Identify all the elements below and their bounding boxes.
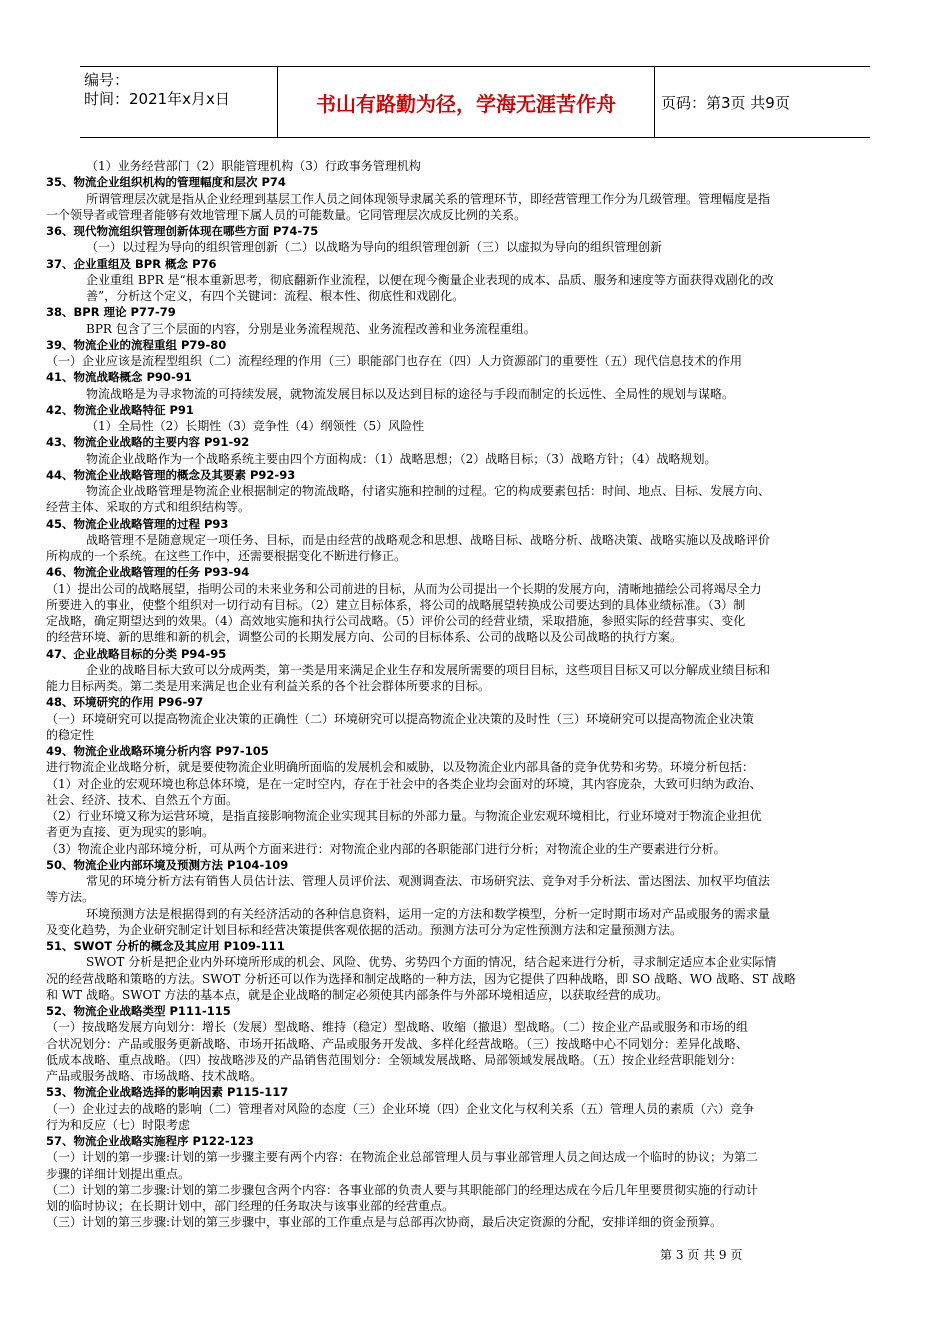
body-line: 合状况划分：产品或服务更新战略、市场开拓战略、产品或服务开发战、多样化经营战略。（三）按战略中心不同划分：差异化战略、 xyxy=(46,1036,749,1051)
body-line: 的稳定性 xyxy=(46,727,95,742)
body-line: 物流企业战略作为一个战略系统主要由四个方面构成：（1）战略思想；（2）战略目标；（3）战略方针；（4）战略规划。 xyxy=(86,451,717,466)
section-heading: 44、物流企业战略管理的概念及其要素 P92-93 xyxy=(46,467,296,482)
section-heading: 42、物流企业战略特征 P91 xyxy=(46,402,194,417)
body-line: 战略管理不是随意规定一项任务、目标，而是由经营的战略观念和思想、战略目标、战略分析、战略决策、战略实施以及战略评价 xyxy=(86,532,771,547)
section-heading: 53、物流企业战略选择的影响因素 P115-117 xyxy=(46,1085,289,1100)
body-line: 物流企业战略管理是物流企业根据制定的物流战略，付诸实施和控制的过程。它的构成要素包括：时间、地点、目标、发展方向、 xyxy=(86,484,771,498)
body-line: 经营主体、采取的方式和组织结构等。 xyxy=(46,500,251,515)
body-line: 所要进入的事业，使整个组织对一切行动有目标。（2）建立目标体系，将公司的战略展望转换成公司要达到的具体业绩标准。（3）制 xyxy=(46,597,746,612)
body-line: （一）企业应该是流程型组织（二）流程经理的作用（三）职能部门也存在（四）人力资源部门的重要性（五）现代信息技术的作用 xyxy=(46,354,743,368)
section-heading: 35、物流企业组织机构的管理幅度和层次 P74 xyxy=(46,175,286,190)
body-line: （一）计划的第一步骤:计划的第一步骤主要有两个内容：在物流企业总部管理人员与事业部管理人员之间达成一个临时的协议；为第二 xyxy=(46,1150,759,1165)
body-line: （三）计划的第三步骤:计划的第三步骤中，事业部的工作重点是与总部再次协商，最后决定资源的分配，安排详细的资金预算。 xyxy=(46,1215,723,1230)
section-heading: 51、SWOT 分析的概念及其应用 P109-111 xyxy=(46,939,285,953)
body-line: 企业重组 BPR 是“根本重新思考，彻底翻新作业流程，以便在现今衡量企业表现的成本、品质、服务和速度等方面获得戏剧化的改 xyxy=(86,272,774,287)
page-header xyxy=(80,66,870,138)
body-line: （3）物流企业内部环境分析，可从两个方面来进行：对物流企业内部的各职能部门进行分析；对物流企业的生产要素进行分析。 xyxy=(46,841,726,856)
section-heading: 49、物流企业战略环境分析内容 P97-105 xyxy=(46,744,269,758)
body-line: （2）行业环境又称为运营环境，是指直接影响物流企业实现其目标的外部力量。与物流企业宏观环境相比，行业环境对于物流企业担优 xyxy=(46,809,762,823)
section-heading: 46、物流企业战略管理的任务 P93-94 xyxy=(46,565,250,580)
document-body xyxy=(46,158,908,1231)
body-line: （1）提出公司的战略展望，指明公司的未来业务和公司前进的目标，从而为公司提出一个长期的发展方向，清晰地描绘公司将竭尽全力 xyxy=(46,581,762,596)
body-line: 所谓管理层次就是指从企业经理到基层工作人员之间体现领导隶属关系的管理环节，即经营管理工作分为几级管理。管理幅度是指 xyxy=(86,191,771,206)
body-line: 环境预测方法是根据得到的有关经济活动的各种信息资料，运用一定的方法和数学模型，分析一定时期市场对产品或服务的需求量 xyxy=(86,906,771,921)
body-line: 物流战略是为寻求物流的可持续发展，就物流发展目标以及达到目标的途径与手段而制定的长远性、全局性的规划与谋略。 xyxy=(86,386,735,401)
body-line: SWOT 分析是把企业内外环境所形成的机会、风险、优势、劣势四个方面的情况，结合起来进行分析，寻求制定适应本企业实际情 xyxy=(86,955,777,970)
body-line: 善”，分析这个定义，有四个关键词：流程、根本性、彻底性和戏剧化。 xyxy=(86,289,465,303)
body-line: （一）环境研究可以提高物流企业决策的正确性（二）环境研究可以提高物流企业决策的及时性（三）环境研究可以提高物流企业决策 xyxy=(46,711,755,726)
body-line: 定战略，确定期望达到的效果。（4）高效地实施和执行公司战略。（5）评价公司的经营业绩，采取措施，参照实际的经营事实、变化 xyxy=(46,614,746,628)
body-line: （1）全局性（2）长期性（3）竞争性（4）纲领性（5）风险性 xyxy=(86,419,425,433)
body-line: （1）业务经营部门（2）职能管理机构（3）行政事务管理机构 xyxy=(86,159,421,173)
body-line: 企业的战略目标大致可以分成两类，第一类是用来满足企业生存和发展所需要的项目目标，这些项目目标又可以分解成业绩目标和 xyxy=(86,662,771,677)
page-footer: 第 3 页 共 9 页 xyxy=(660,1248,743,1262)
body-line: 产品或服务战略、市场战略、技术战略。 xyxy=(46,1069,263,1083)
body-line: （一）企业过去的战略的影响（二）管理者对风险的态度（三）企业环境（四）企业文化与权利关系（五）管理人员的素质（六）竞争 xyxy=(46,1101,755,1116)
body-line: 一个领导者或管理者能够有效地管理下属人员的可能数量。它同管理层次成反比例的关系。 xyxy=(46,207,527,222)
body-line: 低成本战略、重点战略。（四）按战略涉及的产品销售范围划分：全领域发展战略、局部领域发展战略。（五）按企业经营职能划分： xyxy=(46,1052,743,1067)
section-heading: 39、物流企业的流程重组 P79-80 xyxy=(46,337,227,352)
section-heading: 43、物流企业战略的主要内容 P91-92 xyxy=(46,435,250,450)
code-label: 编号： xyxy=(84,71,130,89)
body-line: 者更为直接、更为现实的影响。 xyxy=(46,825,215,840)
body-line: 的经营环境、新的思维和新的机会，调整公司的长期发展方向、公司的目标体系、公司的战略以及公司战略的执行方案。 xyxy=(46,630,683,645)
time-label: 时间：2021年x月x日 xyxy=(84,90,230,108)
body-line: （一）以过程为导向的组织管理创新（二）以战略为导向的组织管理创新（三）以虚拟为导向的组织管理创新 xyxy=(86,240,663,255)
body-line: 所构成的一个系统。在这些工作中，还需要根据变化不断进行修正。 xyxy=(46,549,407,563)
body-line: BPR 包含了三个层面的内容，分别是业务流程规范、业务流程改善和业务流程重组。 xyxy=(86,321,536,336)
header-page-label: 页码：第3页 共9页 xyxy=(661,93,790,112)
section-heading: 38、BPR 理论 P77-79 xyxy=(46,305,176,320)
section-heading: 36、现代物流组织管理创新体现在哪些方面 P74-75 xyxy=(46,224,319,238)
section-heading: 50、物流企业内部环境及预测方法 P104-109 xyxy=(46,857,289,872)
section-heading: 41、物流战略概念 P90-91 xyxy=(46,370,192,385)
body-line: （二）计划的第二步骤:计划的第二步骤包含两个内容：各事业部的负责人要与其职能部门的经理达成在今后几年里要贯彻实施的行动计 xyxy=(46,1182,759,1197)
body-line: 进行物流企业战略分析，就是要使物流企业明确所面临的发展机会和威胁，以及物流企业内部具备的竞争优势和劣势。环境分析包括： xyxy=(46,760,755,775)
body-line: 常见的环境分析方法有销售人员估计法、管理人员评价法、观测调查法、市场研究法、竞争对手分析法、雷达图法、加权平均值法 xyxy=(86,874,771,888)
body-line: 况的经营战略和策略的方法。SWOT 分析还可以作为选择和制定战略的一种方法，因为它提供了四种战略，即 SO 战略、WO 战略、ST 战略 xyxy=(46,971,796,986)
body-line: 划的临时协议；在长期计划中，部门经理的任务取决与该事业部的经营重点。 xyxy=(46,1199,455,1213)
section-heading: 48、环境研究的作用 P96-97 xyxy=(46,695,204,710)
body-line: （1）对企业的宏观环境也称总体环境，是在一定时空内，存在于社会中的各类企业均会面对的环境，其内容庞杂，大致可归纳为政治、 xyxy=(46,776,762,791)
header-motto: 书山有路勤为径，学海无涯苦作舟 xyxy=(278,67,655,137)
body-line: 步骤的详细计划提出重点。 xyxy=(46,1166,191,1181)
header-meta xyxy=(80,67,278,137)
section-heading: 45、物流企业战略管理的过程 P93 xyxy=(46,516,229,531)
section-heading: 52、物流企业战略类型 P111-115 xyxy=(46,1004,231,1018)
body-line: 及变化趋势，为企业研究制定计划目标和经营决策提供客观依据的活动。预测方法可分为定性预测方法和定量预测方法。 xyxy=(46,922,683,937)
body-line: 社会、经济、技术、自然五个方面。 xyxy=(46,792,239,807)
body-line: 能力目标两类。第二类是用来满足也企业有利益关系的各个社会群体所要求的目标。 xyxy=(46,679,491,693)
section-heading: 57、物流企业战略实施程序 P122-123 xyxy=(46,1134,254,1148)
body-line: 和 WT 战略。SWOT 方法的基本点，就是企业战略的制定必须使其内部条件与外部环境相适应，以获取经营的成功。 xyxy=(46,987,669,1002)
body-line: （一）按战略发展方向划分：增长（发展）型战略、维持（稳定）型战略、收缩（撤退）型战略。（二）按企业产品或服务和市场的组 xyxy=(46,1020,749,1035)
section-heading: 37、企业重组及 BPR 概念 P76 xyxy=(46,256,217,271)
section-heading: 47、企业战略目标的分类 P94-95 xyxy=(46,646,227,661)
body-line: 行为和反应（七）时限考虑 xyxy=(46,1117,191,1132)
body-line: 等方法。 xyxy=(46,890,95,905)
